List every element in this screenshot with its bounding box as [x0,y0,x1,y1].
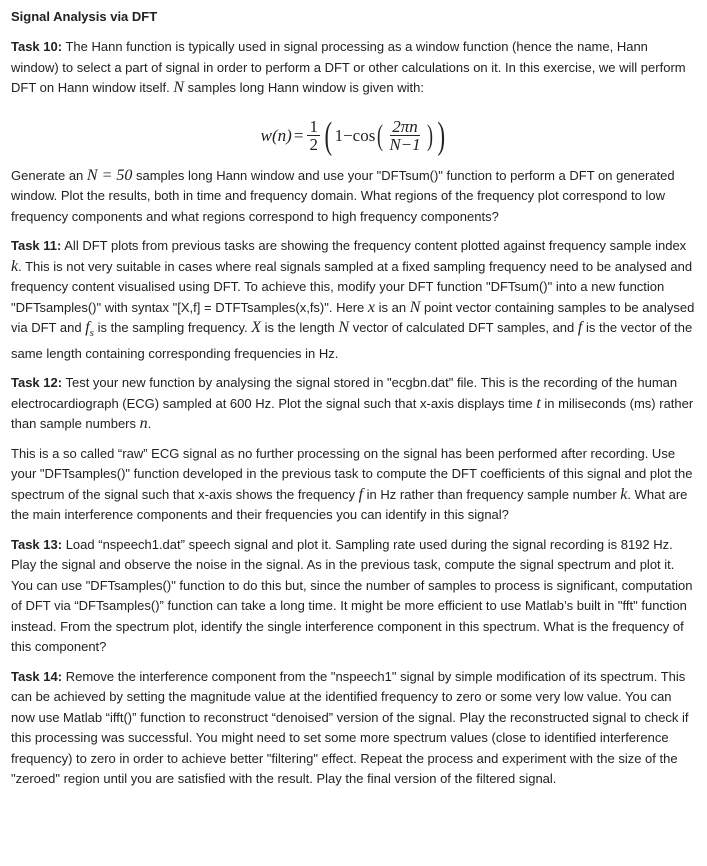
task-10-text-4: samples long Hann window and use your "DFTsum()" function to perform a DFT on generated window. Plot the results, both in time and frequency domain. What regions of the frequency plot correspond to low frequency components and what regions correspond to high frequency components? [11,167,675,224]
task-12-para2-text-3: . What are the main interference components and their frequencies you can identify in this signal? [11,486,688,522]
task-14-paragraph [11,667,697,790]
task-12-para2-text-1: This is a so called “raw” ECG signal as no further processing on the signal has been performed after recording. Use your "DFTsamples()" function developed in the previous task to compute the DFT coefficients of this signal and plot the spectrum of the signal such that x-axis shows the frequency [11,445,693,502]
task-13-label: Task 13: [11,536,63,552]
formula-half-den: 2 [309,135,318,154]
task-11-text-7: vector of calculated DFT samples, and [352,320,575,335]
task-10-N-equals-50: N = 50 [86,166,133,184]
task-12-text-3: . [147,416,152,431]
task-11-var-f: f [577,319,583,336]
task-13-paragraph [11,535,697,658]
task-11-text-2: . This is not very suitable in cases where real signals sampled at a fixed sampling frequency need to be analysed and frequency content visualised using DFT. To achieve this, modify your DFT function "DFTsum()" into a new function "DFTsamples()" with syntax "[X,f] = DTFTsamples(x,fs)". Here [11,258,693,315]
document-page [11,7,697,799]
task-12-var-f: f [358,485,364,503]
task-10-text-3: Generate an [11,167,84,183]
task-11-var-k: k [11,257,19,275]
task-11-var-X: X [251,319,262,336]
task-12-text-2: in miliseconds (ms) rather than sample numbers [11,395,694,431]
task-12-text-1: Test your new function by analysing the signal stored in "ecgbn.dat" file. This is the recording of the human electrocardiograph (ECG) sampled at 600 Hz. Plot the signal such that x-axis displays time [11,375,678,411]
formula-outer-close-paren: ) [437,114,445,157]
task-11-text-4: point vector containing samples to be analysed via DFT and [11,299,695,335]
formula-arg-den: N−1 [389,135,421,154]
task-11-var-N-2: N [338,319,350,336]
task-12-paragraph-2 [11,444,697,526]
task-12-var-n: n [139,415,148,432]
formula-half-num: 1 [309,117,318,136]
task-10-paragraph-2 [11,166,697,228]
task-12-label: Task 12: [11,375,63,390]
task-10-label: Task 10: [11,39,63,54]
task-11-text-6: is the length [264,320,335,335]
task-12-var-t: t [536,394,541,412]
task-11-var-fs: $f_s$ [85,319,94,339]
task-11-label: Task 11: [11,238,62,253]
task-10-text-2: samples long Hann window is given with: [187,80,424,95]
page-title: Signal Analysis via DFT [11,9,158,24]
formula-half-fraction [307,118,320,153]
task-11-var-x: x [367,298,376,316]
task-12-paragraph [11,373,697,435]
task-11-text-5: is the sampling frequency. [97,320,248,335]
task-11-text-3: is an [378,299,407,315]
formula-arg-num: 2πn [392,117,418,136]
hann-window-formula [11,104,697,168]
formula-outer-open-paren: ( [324,114,333,157]
task-13-text: Load “nspeech1.dat” speech signal and plot it. Sampling rate used during the signal recording is 8192 Hz. Play the signal and observe the noise in the signal. As in the previous task, compute the signal spectrum and plot it. You can use "DFTsamples()" function to do this but, since the number of samples to process is significant, computation of DFT via “DFTsamples()” function can take a long time. It might be more efficient to use Matlab’s built in "fft" function instead. From the spectrum plot, identify the single interference component in this spectrum. What is the frequency of this component? [11,536,693,654]
task-11-text-1: All DFT plots from previous tasks are showing the frequency content plotted against frequency sample index [64,238,687,253]
formula-lhs: w(n) [260,125,292,145]
task-11-text-8: is the vector of the same length containing corresponding frequencies in Hz. [11,320,693,361]
formula-arg-fraction [387,118,422,153]
task-14-text: Remove the interference component from the "nspeech1" signal by simple modification of its spectrum. This can be achieved by setting the magnitude value at the identified frequency to zero or some very low value. You can now use Matlab “ifft()” function to reconstruct “denoised” version of the signal. Play the reconstructed signal to check if this processing was successful. You might need to set some more spectrum values (close to identified interference frequency) to zero in order to achieve better "filtering" effect. Repeat the process and experiment with the size of the "zeroed" region until you are satisfied with the result. Play the final version of the filtered signal. [11,668,689,786]
formula-equals: = [293,125,304,145]
task-12-para2-text-2: in Hz rather than frequency sample number [366,486,617,502]
task-11-var-N: N [409,298,421,316]
task-14-label: Task 14: [11,668,63,684]
task-10-text-1: The Hann function is typically used in signal processing as a window function (hence the name, Hann window) to select a part of signal in order to perform a DFT or other calculations on it. In this exercise, we will perform DFT on Hann window itself. [11,39,686,95]
formula-one-minus-cos: 1−cos [334,125,376,145]
task-10-var-N: N [173,79,185,96]
task-11-paragraph [11,236,697,364]
task-12-var-k: k [620,485,628,503]
task-10-paragraph [11,37,697,99]
formula-inner-close-paren: ) [426,118,433,152]
formula-inner-open-paren: ( [377,118,384,152]
